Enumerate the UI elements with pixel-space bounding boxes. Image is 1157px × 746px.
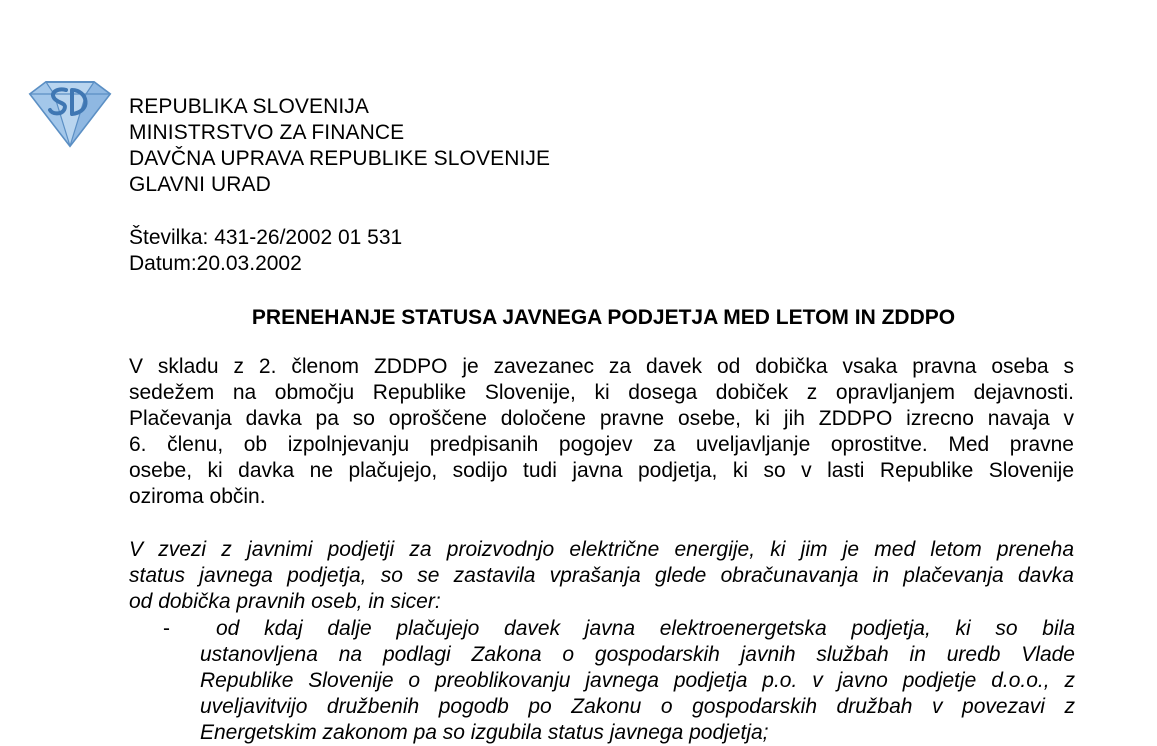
issuer-header <box>129 94 550 198</box>
paragraph-1-line: osebe, ki davka ne plačujejo, sodijo tudi javna podjetja, ki so v lasti Republike Slovenije <box>129 459 1074 482</box>
paragraph-2 <box>129 537 1074 615</box>
paragraph-1-line: Plačevanja davka pa so oproščene določene pravne osebe, ki jih ZDDPO izrecno navaja v <box>129 407 1074 430</box>
paragraph-2-line: od dobička pravnih oseb, in sicer: <box>129 590 441 613</box>
list-item-line: Energetskim zakonom pa so izgubila status javnega podjetja; <box>200 721 769 744</box>
paragraph-1 <box>129 354 1074 510</box>
list-item-line: od kdaj dalje plačujejo davek javna elektroenergetska podjetja, ki so bila <box>216 617 1075 640</box>
header-line-republic: REPUBLIKA SLOVENIJA <box>129 95 369 118</box>
document-number: Številka: 431-26/2002 01 531 <box>129 226 403 249</box>
list-item <box>200 616 1075 746</box>
document-title: PRENEHANJE STATUSA JAVNEGA PODJETJA MED LETOM IN ZDDPO <box>251 306 956 329</box>
paragraph-2-line: V zvezi z javnimi podjetji za proizvodnjo električne energije, ki jim je med letom preneha <box>129 538 1074 561</box>
list-item-line: Republike Slovenije o preoblikovanju javnega podjetja p.o. v javno podjetje d.o.o., z <box>200 669 1075 692</box>
paragraph-1-line: sedežem na območju Republike Slovenije, ki dosega dobiček z opravljanjem dejavnosti. <box>129 381 1074 404</box>
durs-logo-icon <box>28 80 112 148</box>
document-date: Datum:20.03.2002 <box>129 252 302 275</box>
header-line-ministry: MINISTRSTVO ZA FINANCE <box>129 121 405 144</box>
paragraph-2-line: status javnega podjetja, so se zastavila vprašanja glede obračunavanja in plačevanja davka <box>129 564 1074 587</box>
paragraph-1-line: 6. členu, ob izpolnjevanju predpisanih pogojev za uveljavljanje oprostitve. Med pravne <box>129 433 1074 456</box>
paragraph-1-line: oziroma občin. <box>129 485 266 508</box>
header-line-tax-authority: DAVČNA UPRAVA REPUBLIKE SLOVENIJE <box>129 147 551 170</box>
list-bullet: - <box>163 617 170 640</box>
list-item-line: ustanovljena na podlagi Zakona o gospodarskih javnih službah in uredb Vlade <box>200 643 1075 666</box>
header-line-main-office: GLAVNI URAD <box>129 173 271 196</box>
list-item-line: uveljavitvijo družbenih pogodb po Zakonu o gospodarskih družbah v povezavi z <box>200 695 1075 718</box>
document-meta <box>129 225 402 277</box>
paragraph-1-line: V skladu z 2. členom ZDDPO je zavezanec za davek od dobička vsaka pravna oseba s <box>129 355 1074 378</box>
